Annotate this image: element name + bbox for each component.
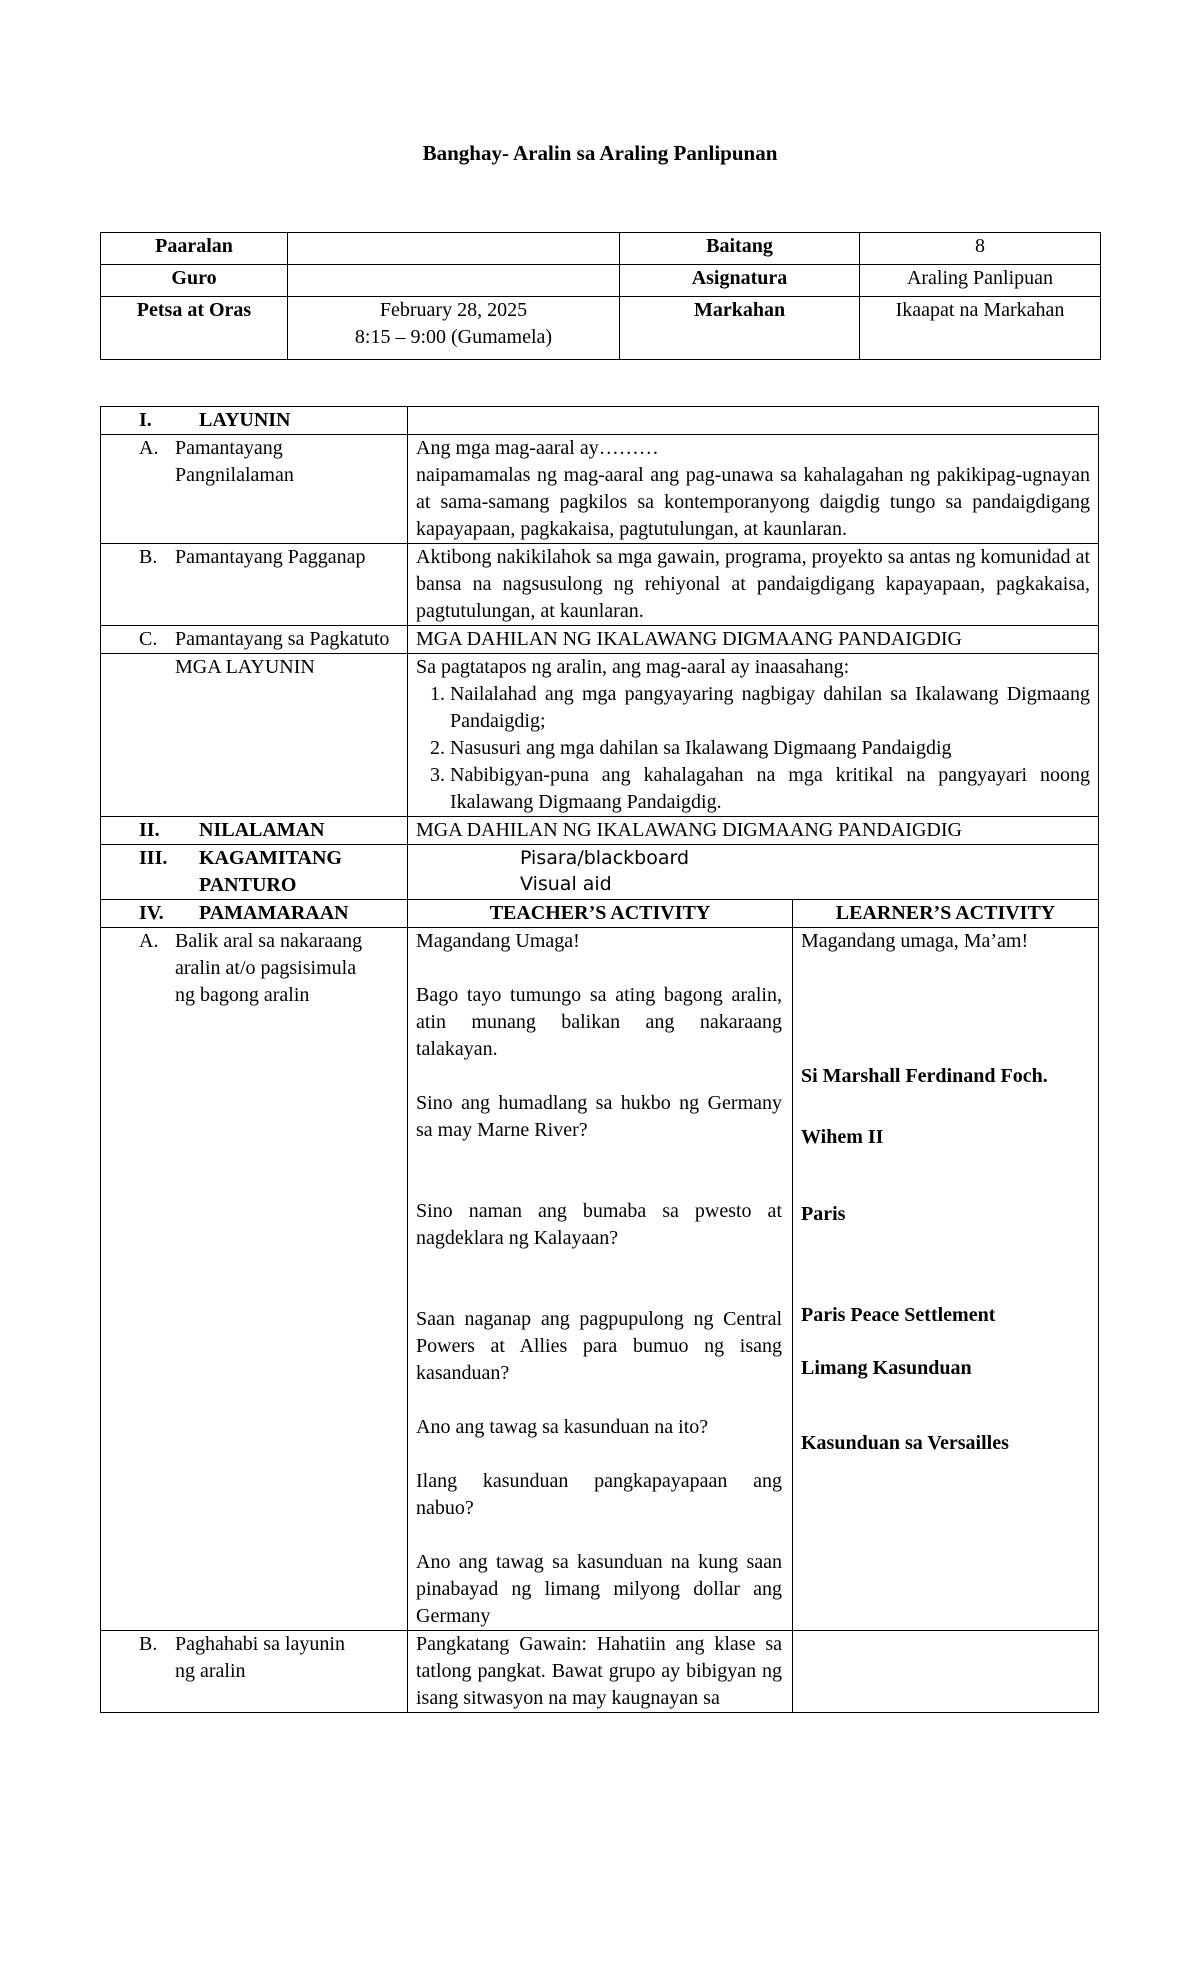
learner-line: Paris <box>801 1203 846 1225</box>
pamamaraan-num: IV. <box>139 902 164 924</box>
learner-line: Kasunduan sa Versailles <box>801 1432 1009 1454</box>
kagamitan-item-1: Pisara/blackboard <box>520 847 690 869</box>
balik-aral-letter: A. <box>139 930 159 952</box>
layunin-num: I. <box>139 409 152 431</box>
teacher-line: Saan naganap ang pagpupulong ng Central Powers at Allies para bumuo ng isang kasanduan? <box>416 1308 782 1384</box>
balik-aral-label: Balik aral sa nakaraang aralin at/o pagsisimula ng bagong aralin <box>175 930 363 1006</box>
teacher-line: Ilang kasunduan pangkapayapaan ang nabuo? <box>416 1470 782 1519</box>
paaralan-value <box>288 233 620 265</box>
pangnilalaman-letter: A. <box>139 437 159 459</box>
paghahabi-row <box>101 1631 1099 1713</box>
mga-layunin-intro: Sa pagtatapos ng aralin, ang mag-aaral ay inaasahang: <box>416 656 850 678</box>
list-item: 2. Nasusuri ang mga dahilan sa Ikalawang Digmaang Pandaigdig <box>450 735 1090 762</box>
pagkatuto-label: Pamantayang sa Pagkatuto <box>175 628 390 650</box>
pangnilalaman-intro: Ang mga mag-aaral ay……… <box>416 437 659 459</box>
pagkatuto-row <box>101 626 1099 654</box>
guro-value <box>288 265 620 297</box>
kagamitan-row <box>101 845 1099 900</box>
learner-line: Magandang umaga, Ma’am! <box>801 930 1029 952</box>
paghahabi-label: Paghahabi sa layunin ng aralin <box>175 1633 345 1682</box>
baitang-label: Baitang <box>620 233 860 265</box>
layunin-empty <box>408 407 1099 435</box>
petsa-value <box>288 297 620 360</box>
paghahabi-learner <box>793 1631 1099 1713</box>
pangnilalaman-label: Pamantayang Pangnilalaman <box>175 437 294 486</box>
mga-layunin-row <box>101 654 1099 817</box>
page-title: Banghay- Aralin sa Araling Panlipunan <box>422 141 778 165</box>
markahan-value: Ikaapat na Markahan <box>860 297 1101 360</box>
markahan-label: Markahan <box>620 297 860 360</box>
layunin-row <box>101 407 1099 435</box>
paghahabi-letter: B. <box>139 1633 158 1655</box>
pagganap-label: Pamantayang Pagganap <box>175 546 366 568</box>
nilalaman-row <box>101 817 1099 845</box>
teacher-line: Sino ang humadlang sa hukbo ng Germany sa may Marne River? <box>416 1092 782 1141</box>
pagganap-text: Aktibong nakikilahok sa mga gawain, programa, proyekto sa antas ng komunidad at bansa na nagsusulong ng rehiyonal at pandaigdigang kapayapaan, pagkakaisa, pagtutulungan, at kaunlaran. <box>408 544 1099 626</box>
learner-activity-a <box>793 928 1099 1631</box>
teacher-line: Ano ang tawag sa kasunduan na kung saan pinabayad ng limang milyong dollar ang Germany <box>416 1551 782 1627</box>
pagkatuto-letter: C. <box>139 628 158 650</box>
learner-line: Si Marshall Ferdinand Foch. <box>801 1065 1048 1087</box>
pamamaraan-row <box>101 900 1099 928</box>
kagamitan-label-2: PANTURO <box>199 874 297 896</box>
paaralan-label: Paaralan <box>101 233 288 265</box>
asignatura-value: Araling Panlipuan <box>860 265 1101 297</box>
mga-layunin-list <box>416 681 1090 816</box>
teacher-line: Bago tayo tumungo sa ating bagong aralin, atin munang balikan ang nakaraang talakayan. <box>416 984 782 1060</box>
petsa-date: February 28, 2025 <box>379 299 528 321</box>
layunin-label: LAYUNIN <box>199 409 291 431</box>
petsa-time: 8:15 – 9:00 (Gumamela) <box>354 326 553 348</box>
layunin-heading <box>101 407 408 435</box>
header-table <box>100 232 1101 360</box>
pagkatuto-text: MGA DAHILAN NG IKALAWANG DIGMAANG PANDAIGDIG <box>408 626 1099 654</box>
lesson-plan-table <box>100 406 1099 1713</box>
kagamitan-num: III. <box>139 847 168 869</box>
pamamaraan-label: PAMAMARAAN <box>199 902 349 924</box>
asignatura-label: Asignatura <box>620 265 860 297</box>
list-item: 1. Nailalahad ang mga pangyayaring nagbigay dahilan sa Ikalawang Digmaang Pandaigdig; <box>450 681 1090 735</box>
petsa-label: Petsa at Oras <box>101 297 288 360</box>
paghahabi-teacher: Pangkatang Gawain: Hahatiin ang klase sa tatlong pangkat. Bawat grupo ay bibigyan ng isang sitwasyon na may kaugnayan sa <box>408 1631 793 1713</box>
teacher-activity-a <box>408 928 793 1631</box>
nilalaman-label: NILALAMAN <box>199 819 325 841</box>
mga-layunin-label: MGA LAYUNIN <box>101 654 408 817</box>
learner-line: Limang Kasunduan <box>801 1357 972 1379</box>
list-item: 3. Nabibigyan-puna ang kahalagahan na mga kritikal na pangyayari noong Ikalawang Digmaang Pandaigdig. <box>450 762 1090 816</box>
pangnilalaman-row <box>101 435 1099 544</box>
baitang-value: 8 <box>860 233 1101 265</box>
learner-activity-header: LEARNER’S ACTIVITY <box>793 900 1099 928</box>
teacher-activity-header: TEACHER’S ACTIVITY <box>408 900 793 928</box>
learner-line: Wihem II <box>801 1126 884 1148</box>
nilalaman-num: II. <box>139 819 160 841</box>
learner-line: Paris Peace Settlement <box>801 1304 996 1326</box>
nilalaman-text: MGA DAHILAN NG IKALAWANG DIGMAANG PANDAIGDIG <box>408 817 1099 845</box>
guro-label: Guro <box>101 265 288 297</box>
pagganap-letter: B. <box>139 546 158 568</box>
balik-aral-row <box>101 928 1099 1631</box>
teacher-line: Ano ang tawag sa kasunduan na ito? <box>416 1416 709 1438</box>
pagganap-row <box>101 544 1099 626</box>
pangnilalaman-text: naipamamalas ng mag-aaral ang pag-unawa sa kahalagahan ng pakikipag-ugnayan at sama-samang pagkilos sa kontemporanyong daigdig tungo sa pandaigdigang kapayapaan, pagkakaisa, pagtutulungan, at kaunlaran. <box>416 464 1090 540</box>
kagamitan-label-1: KAGAMITANG <box>199 847 342 869</box>
teacher-line: Magandang Umaga! <box>416 930 580 952</box>
teacher-line: Sino naman ang bumaba sa pwesto at nagdeklara ng Kalayaan? <box>416 1200 782 1249</box>
kagamitan-item-2: Visual aid <box>520 873 612 895</box>
